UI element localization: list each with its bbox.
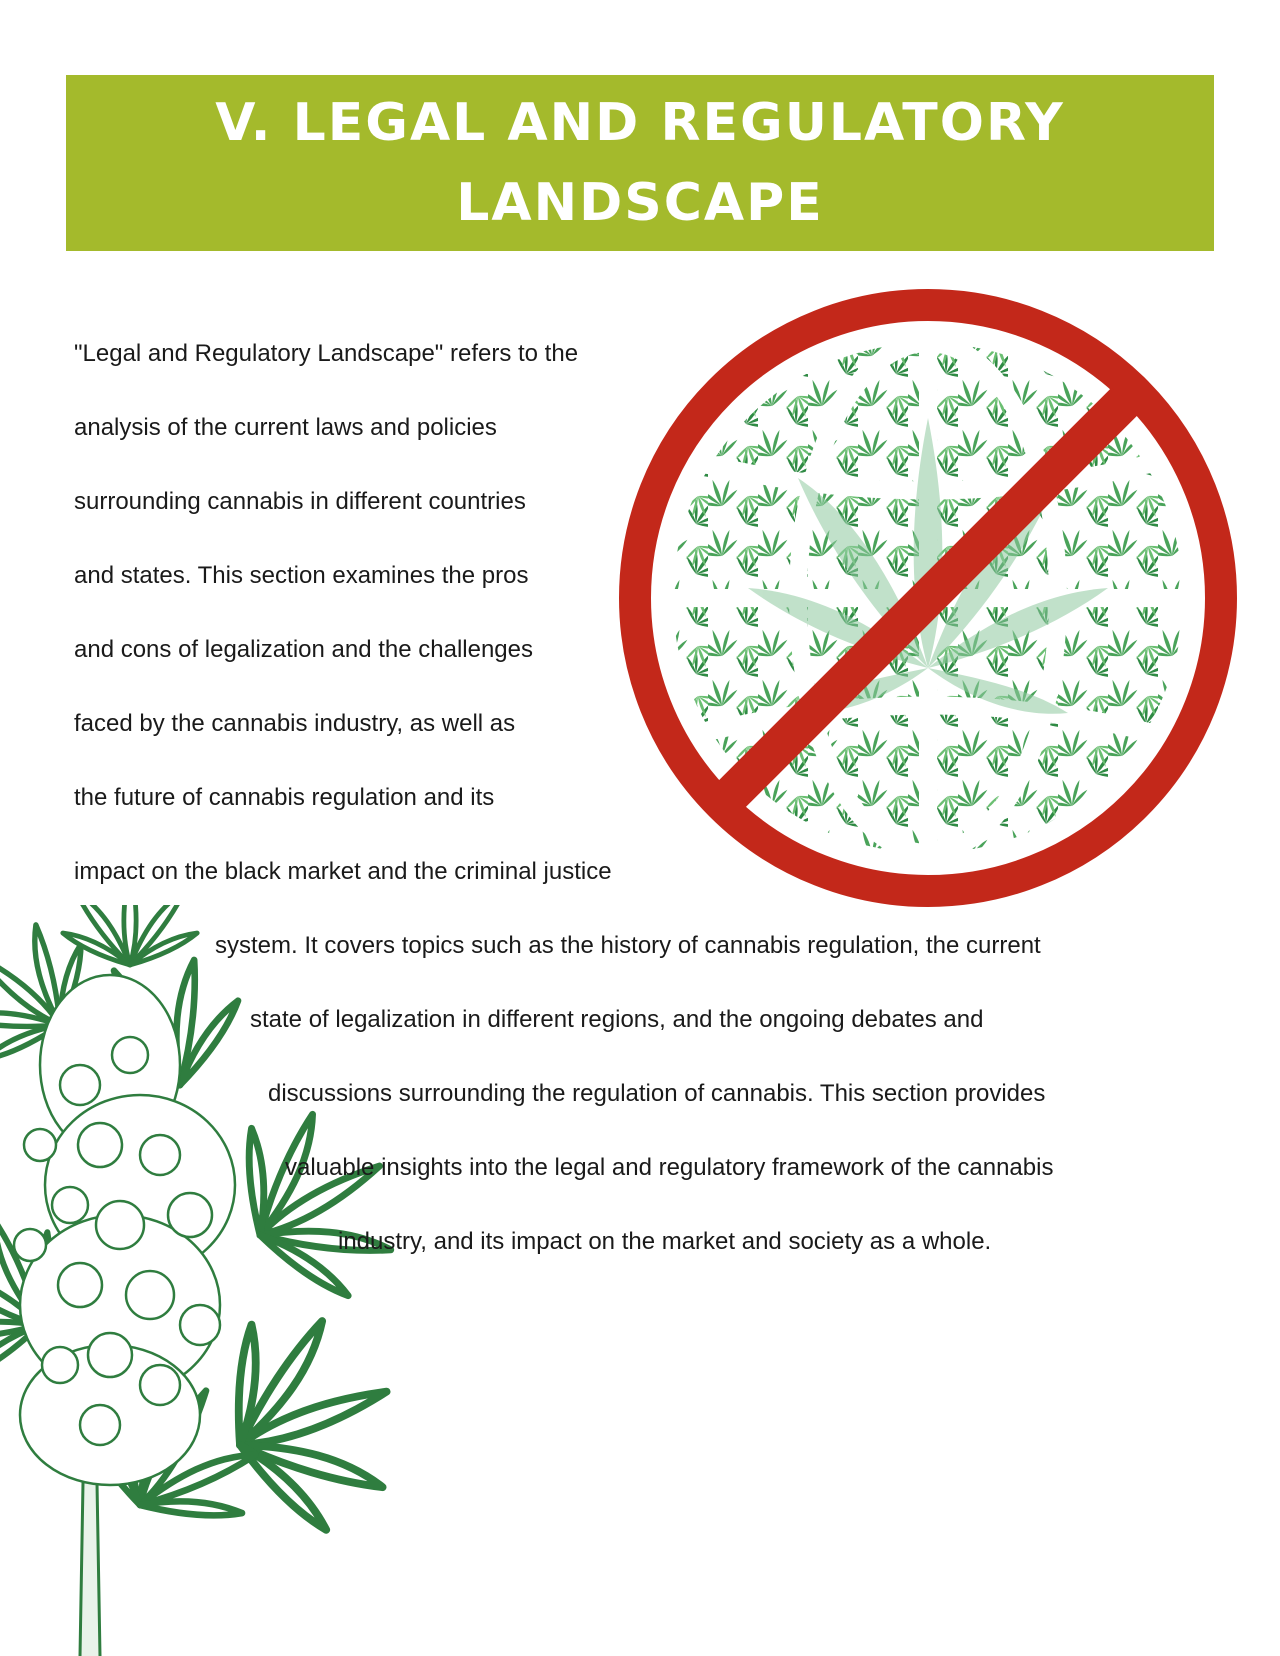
body-text-line: industry, and its impact on the market and society as a whole. — [338, 1228, 992, 1255]
body-text-line: discussions surrounding the regulation of cannabis. This section provides — [268, 1080, 1046, 1107]
body-text-line: surrounding cannabis in different countries — [74, 488, 526, 515]
body-text-line: state of legalization in different regions, and the ongoing debates and — [250, 1006, 984, 1033]
body-text-line: faced by the cannabis industry, as well as — [74, 710, 516, 737]
body-text-line: the future of cannabis regulation and its — [74, 784, 495, 811]
title-banner — [66, 75, 1214, 251]
prohibition-icon — [608, 278, 1248, 918]
body-text-line: valuable insights into the legal and regulatory framework of the cannabis — [285, 1154, 1054, 1181]
body-text-line: analysis of the current laws and policies — [74, 414, 497, 441]
page-title-line-2: LANDSCAPE — [456, 173, 824, 233]
body-text-line: "Legal and Regulatory Landscape" refers to the — [74, 340, 579, 367]
body-text-line: system. It covers topics such as the history of cannabis regulation, the current — [215, 932, 1041, 959]
body-text-line: impact on the black market and the criminal justice — [74, 858, 612, 885]
body-text-line: and cons of legalization and the challenges — [74, 636, 533, 663]
page-title-line-1: V. LEGAL AND REGULATORY — [215, 93, 1065, 153]
body-text-line: and states. This section examines the pros — [74, 562, 529, 589]
